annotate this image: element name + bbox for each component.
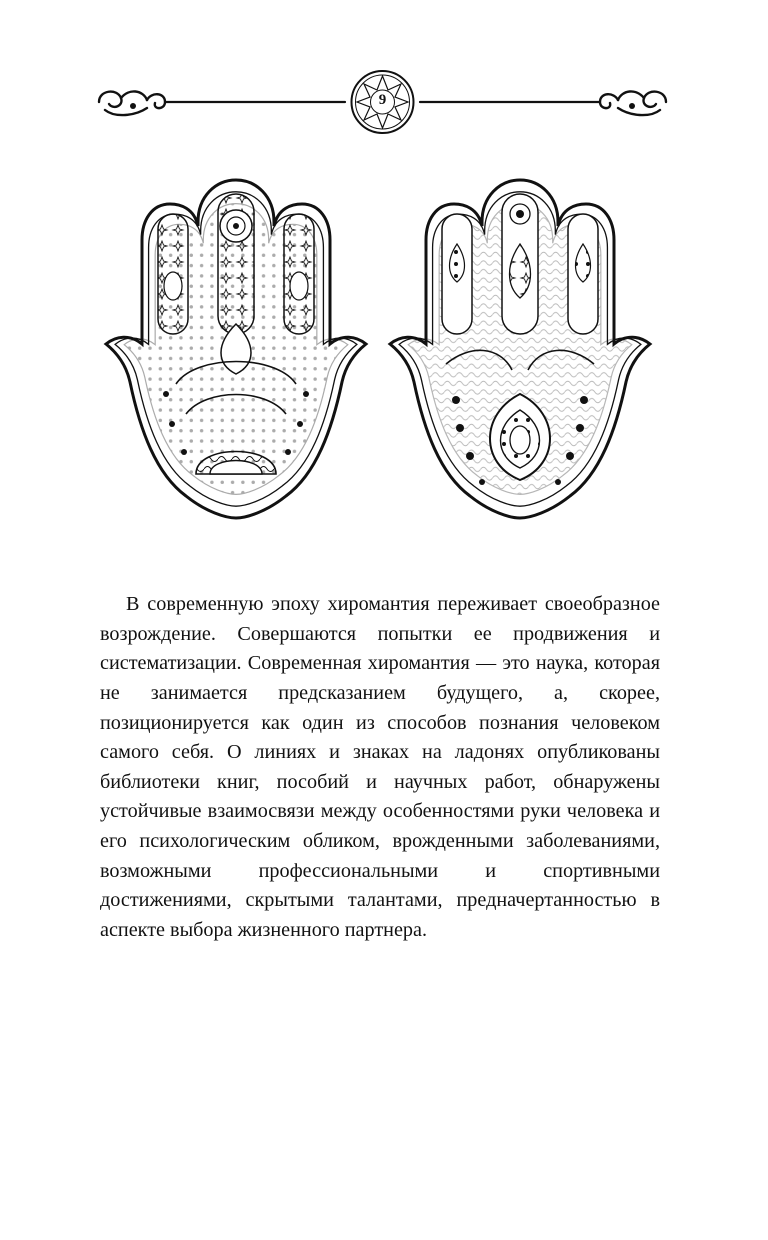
left-hamsa-hand-icon	[106, 180, 366, 518]
hamsa-illustration	[100, 168, 660, 528]
page-number: 9	[378, 92, 387, 108]
right-hamsa-hand-icon	[390, 180, 650, 518]
page-header	[95, 70, 670, 136]
hamsa-pair-figure	[100, 168, 660, 528]
body-paragraph: В современную эпоху хиромантия переживает своеобразное возрождение. Совершаются попытки ее продвижения и систематизации. Современная хиромантия — это наука, которая не занимается предсказанием будущего, а, скорее, позиционируется как один из способов познания человеком самого себя. О линиях и знаках на ладонях опубликованы библиотеки книг, пособий и научных работ, обнаружены устойчивые взаимосвязи между особенностями руки человека и его психологическим обликом, врожденными заболеваниями, возможными профессиональными и спортивными достижениями, скрытыми талантами, предначертанностью в аспекте выбора жизненного партнера.	[100, 593, 660, 941]
